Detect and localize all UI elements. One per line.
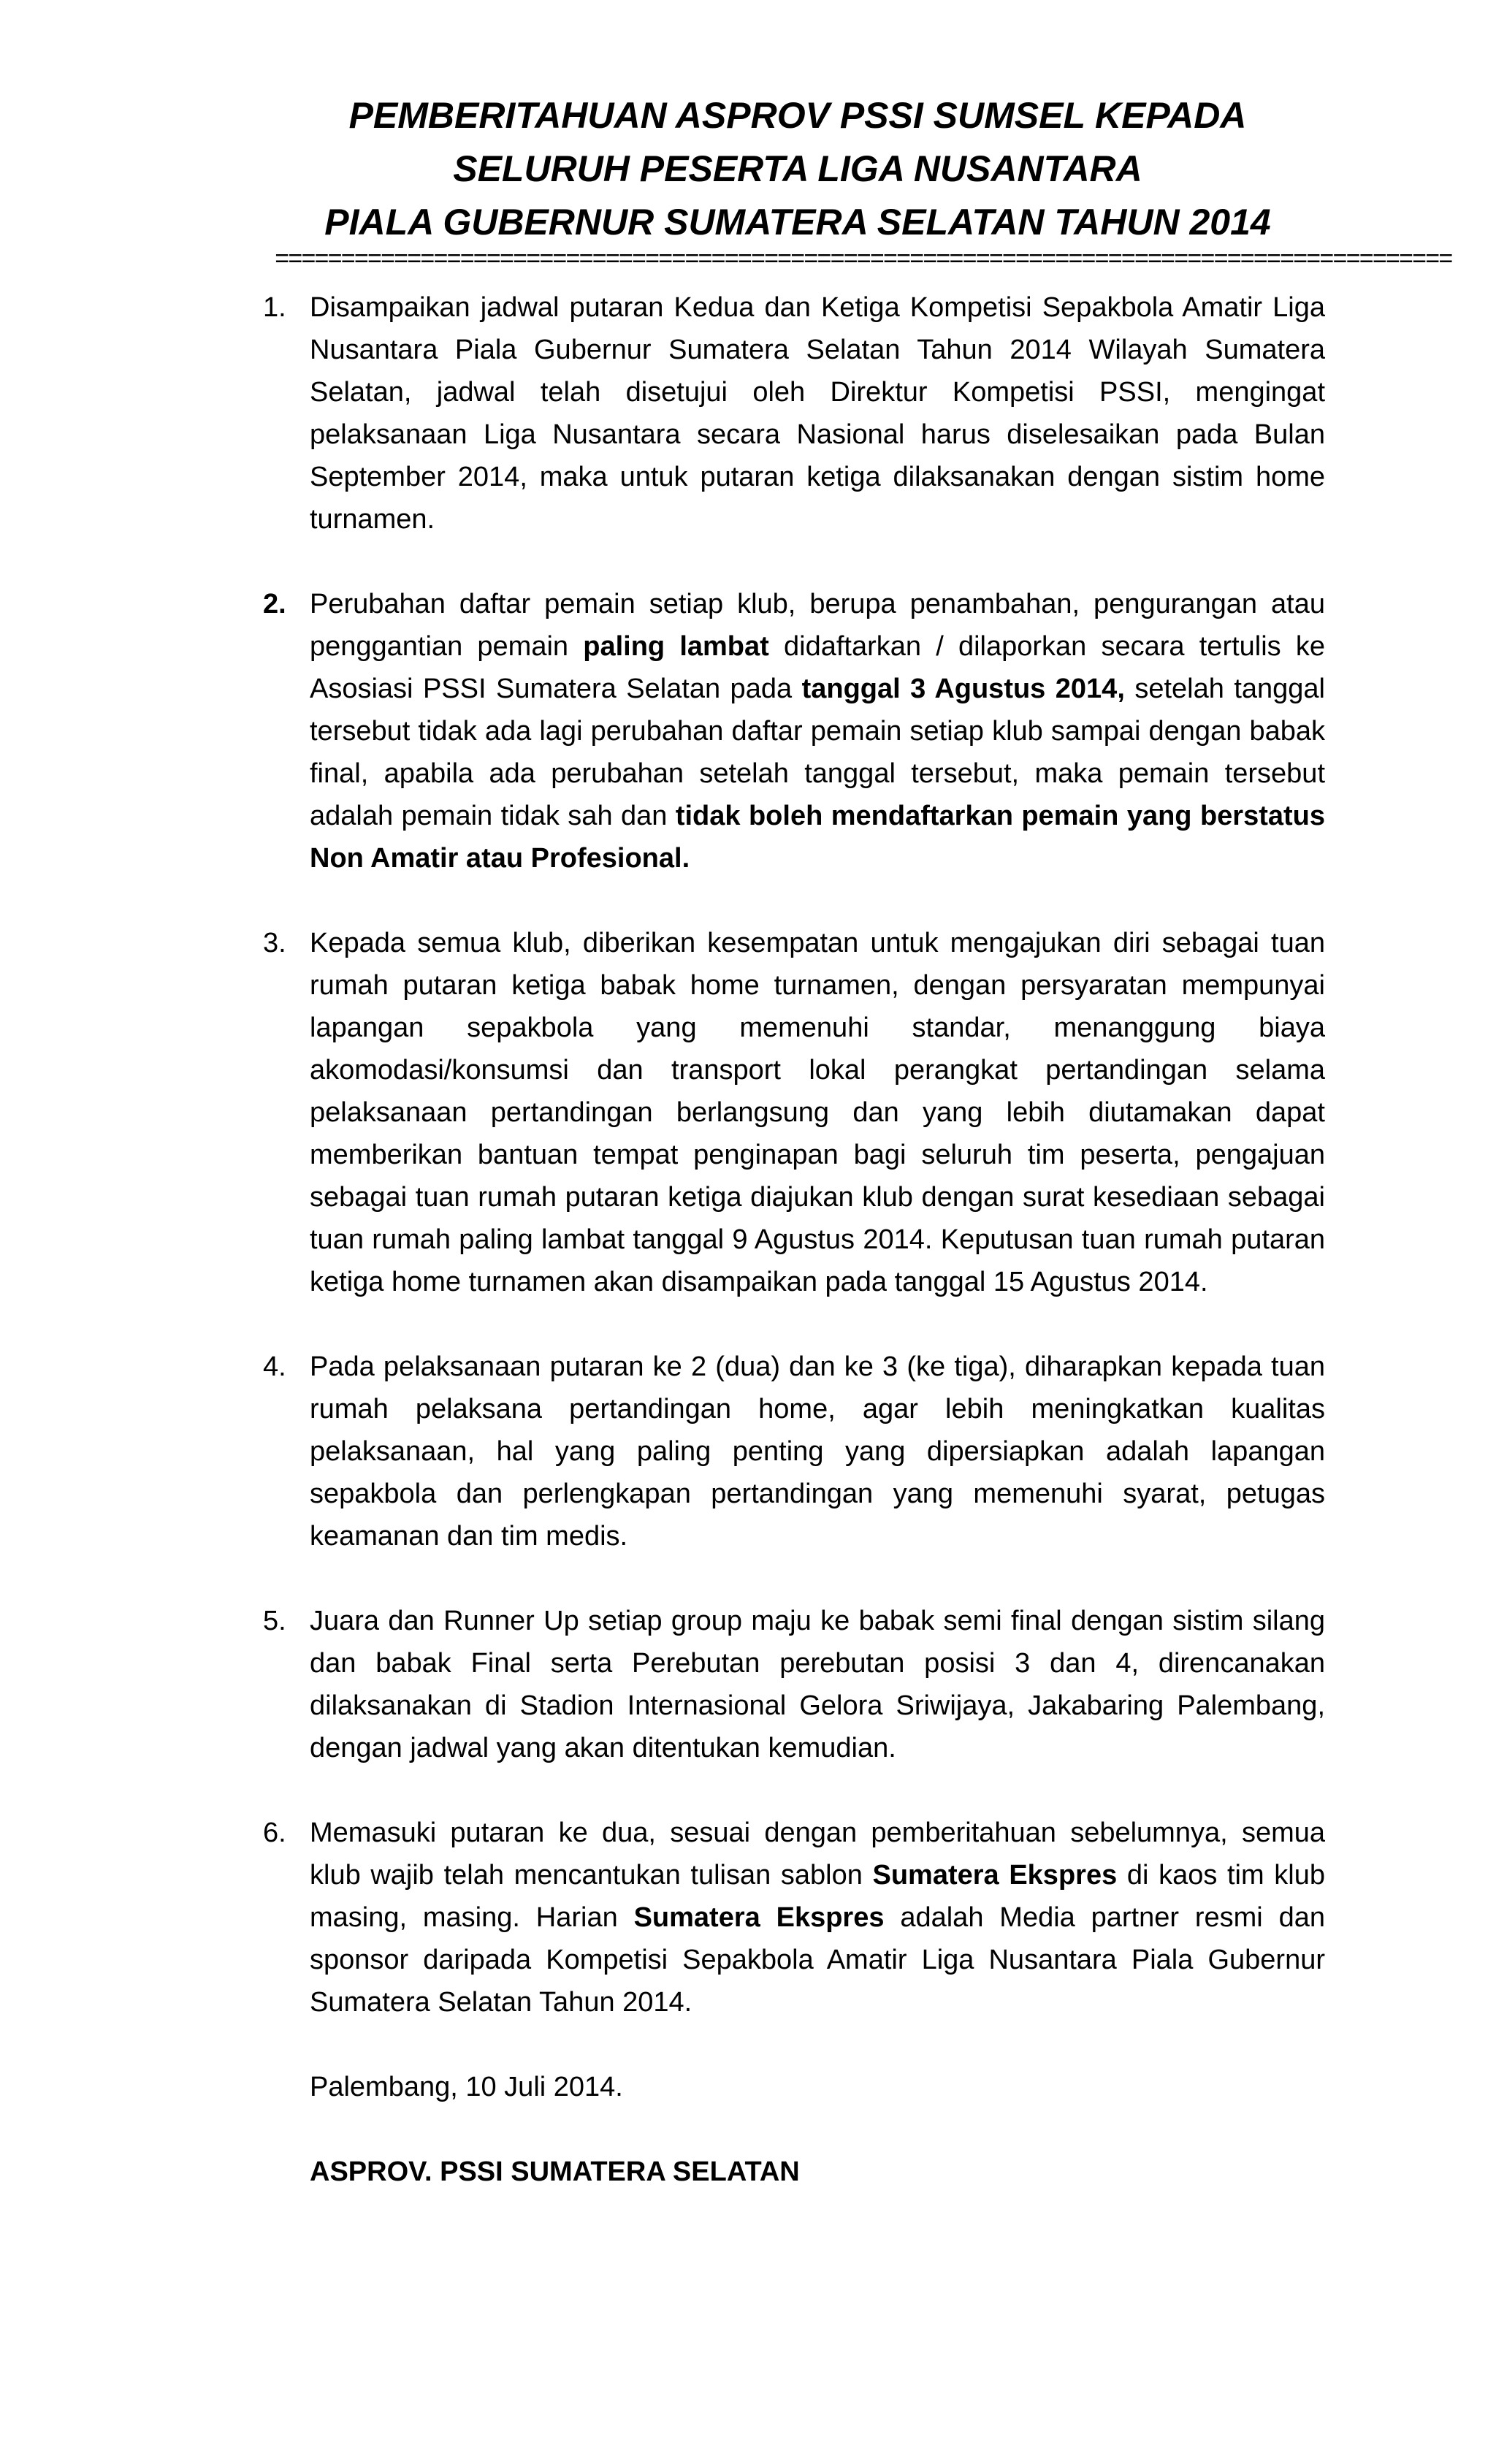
text-segment: Kepada semua klub, diberikan kesempatan untuk mengajukan diri sebagai tuan rumah putaran ketiga babak home turnamen, dengan persyaratan mempunyai lapangan sepakbola yang memenuhi standar, menanggung biaya akomodasi/konsumsi dan transport lokal perangkat pertandingan selama pelaksanaan pertandingan berlangsung dan yang lebih diutamakan dapat memberikan bantuan tempat penginapan bagi seluruh tim peserta, pengajuan sebagai tuan rumah putaran ketiga diajukan klub dengan surat kesediaan sebagai tuan rumah paling lambat tanggal 9 Agustus 2014. Keputusan tuan rumah putaran ketiga home turnamen akan disampaikan pada tanggal 15 Agustus 2014. xyxy=(310,928,1325,1297)
text-segment: Juara dan Runner Up setiap group maju ke babak semi final dengan sistim silang dan babak Final serta Perebutan perebutan posisi 3 dan 4, direncanakan dilaksanakan di Stadion Internasional Gelora Sriwijaya, Jakabaring Palembang, dengan jadwal yang akan ditentukan kemudian. xyxy=(310,1606,1325,1763)
title-line-1: PEMBERITAHUAN ASPROV PSSI SUMSEL KEPADA xyxy=(348,95,1247,136)
bold-text-segment: tanggal 3 Agustus 2014, xyxy=(801,674,1125,704)
item-text xyxy=(310,286,1325,541)
text-segment: didaftarkan / dilaporkan secara tertulis ke Asosiasi PSSI Sumatera Selatan pada xyxy=(310,631,1326,704)
item-text xyxy=(310,583,1325,880)
text-segment: di kaos tim klub masing, masing. Harian xyxy=(310,1860,1325,1933)
place-date: Palembang, 10 Juli 2014. xyxy=(310,2072,623,2102)
item-number: 3. xyxy=(263,928,286,958)
list-item-3 xyxy=(263,922,1325,1303)
title-line-3: PIALA GUBERNUR SUMATERA SELATAN TAHUN 2014 xyxy=(324,202,1271,243)
text-segment: setelah tanggal tersebut tidak ada lagi perubahan daftar pemain setiap klub sampai dengan babak final, apabila ada perubahan setelah tanggal tersebut, maka pemain tersebut adalah pemain tidak sah dan xyxy=(310,674,1325,831)
item-number: 5. xyxy=(263,1606,286,1636)
item-text xyxy=(310,1812,1325,2024)
document-title xyxy=(272,89,1324,249)
bold-text-segment: Sumatera Ekspres xyxy=(872,1860,1118,1891)
item-number: 6. xyxy=(263,1818,286,1848)
text-segment: adalah Media partner resmi dan sponsor daripada Kompetisi Sepakbola Amatir Liga Nusantara Piala Gubernur Sumatera Selatan Tahun 2014. xyxy=(310,1902,1325,2018)
text-segment: Perubahan daftar pemain setiap klub, berupa penambahan, pengurangan atau penggantian pemain xyxy=(310,589,1325,662)
list-item-2 xyxy=(263,583,1325,880)
text-segment: Memasuki putaran ke dua, sesuai dengan pemberitahuan sebelumnya, semua klub wajib telah mencantukan tulisan sablon xyxy=(310,1818,1325,1891)
list-item-5 xyxy=(263,1600,1325,1769)
item-number: 2. xyxy=(263,589,286,619)
document-body xyxy=(263,286,1325,2193)
item-text xyxy=(310,922,1325,1303)
closing-block xyxy=(310,2066,1325,2193)
item-number: 4. xyxy=(263,1351,286,1382)
bold-text-segment: paling lambat xyxy=(583,631,769,662)
text-segment: Disampaikan jadwal putaran Kedua dan Ketiga Kompetisi Sepakbola Amatir Liga Nusantara Piala Gubernur Sumatera Selatan Tahun 2014 Wilayah Sumatera Selatan, jadwal telah disetujui oleh Direktur Kompetisi PSSI, mengingat pelaksanaan Liga Nusantara secara Nasional harus diselesaikan pada Bulan September 2014, maka untuk putaran ketiga dilaksanakan dengan sistim home turnamen. xyxy=(310,292,1325,535)
list-item-4 xyxy=(263,1346,1325,1557)
item-number: 1. xyxy=(263,292,286,323)
bold-text-segment: Sumatera Ekspres xyxy=(633,1902,885,1933)
item-text xyxy=(310,1600,1325,1769)
signature-org: ASPROV. PSSI SUMATERA SELATAN xyxy=(310,2156,800,2187)
title-line-2: SELURUH PESERTA LIGA NUSANTARA xyxy=(453,148,1142,189)
title-separator: ========================================================================================= xyxy=(275,247,1452,275)
text-segment: Pada pelaksanaan putaran ke 2 (dua) dan ke 3 (ke tiga), diharapkan kepada tuan rumah pelaksana pertandingan home, agar lebih meningkatkan kualitas pelaksanaan, hal yang paling penting yang dipersiapkan adalah lapangan sepakbola dan perlengkapan pertandingan yang memenuhi syarat, petugas keamanan dan tim medis. xyxy=(310,1351,1325,1552)
item-text xyxy=(310,1346,1325,1557)
list-item-6 xyxy=(263,1812,1325,2024)
bold-text-segment: tidak boleh mendaftarkan pemain yang berstatus Non Amatir atau Profesional. xyxy=(310,801,1325,874)
list-item-1 xyxy=(263,286,1325,541)
